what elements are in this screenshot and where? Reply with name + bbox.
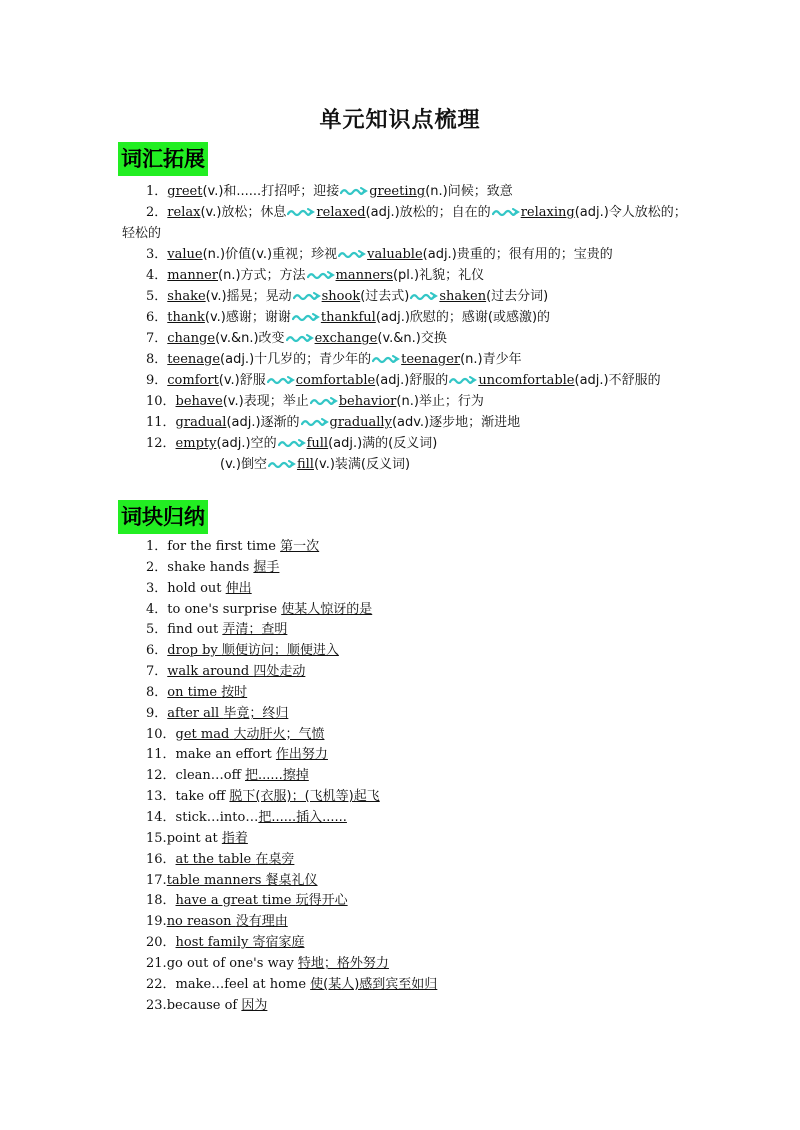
definition: (adj.)十几岁的；青少年的 <box>220 352 372 367</box>
item-number: 21. <box>146 955 167 971</box>
definition: (n.)问候；致意 <box>425 184 513 199</box>
item-number: 3． <box>146 580 168 596</box>
phrase-zh: 弄清；查明 <box>222 622 288 638</box>
phrase-zh: 把......擦掉 <box>245 768 309 784</box>
item-number: 22． <box>146 976 176 992</box>
phrase-zh: 握手 <box>253 559 280 575</box>
derived-word: manners <box>335 268 393 283</box>
word: manner <box>167 268 219 283</box>
word: greet <box>167 184 203 199</box>
phrase-zh: 使(某人)感到宾至如归 <box>310 976 438 992</box>
word: shake <box>167 289 206 304</box>
wave-arrow-icon <box>292 313 320 322</box>
derived-word: fill <box>296 457 314 472</box>
phrase-item <box>146 850 437 871</box>
item-number: 13． <box>146 789 176 805</box>
derived-word: uncomfortable <box>478 373 575 388</box>
phrase-zh: 按时 <box>221 684 248 700</box>
phrase-zh: 在桌旁 <box>255 851 295 867</box>
phrase-en: point at <box>166 830 222 846</box>
wave-arrow-icon <box>278 439 306 448</box>
item-number: 5． <box>146 289 168 304</box>
wave-arrow-icon <box>340 187 368 196</box>
vocab-item <box>122 286 692 307</box>
phrase-en: make an effort <box>175 747 276 763</box>
definition: (adj.)欣慰的；感谢(或感激)的 <box>375 310 551 325</box>
item-number: 9． <box>146 705 168 721</box>
item-number: 12． <box>146 768 176 784</box>
phrase-item <box>146 996 437 1017</box>
item-number: 1． <box>146 539 168 554</box>
definition: (v.)和......打招呼；迎接 <box>202 184 340 199</box>
phrase-list <box>146 537 437 1016</box>
item-number: 20． <box>146 935 176 951</box>
phrase-en: hold out <box>167 580 226 596</box>
definition: (adj.)空的 <box>216 436 277 451</box>
phrase-en: no reason <box>166 914 236 930</box>
phrase-zh: 使某人惊讶的是 <box>281 601 373 617</box>
phrase-item <box>146 954 437 975</box>
vocab-item <box>122 307 692 328</box>
phrase-item <box>146 787 437 808</box>
definition: (v.)倒空 <box>220 457 267 472</box>
item-number: 4． <box>146 601 168 617</box>
derived-word: valuable <box>367 247 423 262</box>
item-number: 11． <box>146 415 176 430</box>
phrase-zh: 顺便访问；顺便进入 <box>221 643 339 659</box>
phrase-zh: 作出努力 <box>275 747 328 763</box>
phrase-item <box>146 725 437 746</box>
phrase-en: have a great time <box>175 893 296 909</box>
phrase-en: stick…into… <box>175 809 259 825</box>
item-number: 7． <box>146 664 168 680</box>
phrase-section-heading: 词块归纳 <box>118 500 208 534</box>
phrase-item <box>146 704 437 725</box>
definition: (pl.)礼貌；礼仪 <box>392 268 485 283</box>
wave-arrow-icon <box>310 397 338 406</box>
definition: (v.)摇晃；晃动 <box>205 289 292 304</box>
phrase-en: host family <box>175 935 253 951</box>
item-number: 12． <box>146 436 176 451</box>
phrase-en: make…feel at home <box>175 976 311 992</box>
item-number: 17. <box>146 872 167 888</box>
definition: (v.&n.)交换 <box>377 331 447 346</box>
item-number: 19. <box>146 914 167 930</box>
derived-word: full <box>306 436 329 451</box>
item-number: 2． <box>146 559 168 575</box>
item-number: 1． <box>146 184 168 199</box>
definition: (n.)方式；方法 <box>218 268 306 283</box>
phrase-zh: 大动肝火；气愤 <box>233 726 325 742</box>
phrase-item <box>146 683 437 704</box>
definition: (n.)举止；行为 <box>396 394 484 409</box>
vocab-item <box>122 202 692 244</box>
derived-word: greeting <box>369 184 426 199</box>
definition: (过去式) <box>360 289 410 304</box>
item-number: 23. <box>146 997 167 1013</box>
phrase-item <box>146 912 437 933</box>
vocab-item <box>122 412 692 433</box>
derived-word: behavior <box>338 394 397 409</box>
derived-word: thankful <box>320 310 376 325</box>
vocab-item <box>122 370 692 391</box>
phrase-en: because of <box>166 997 242 1013</box>
item-number: 11． <box>146 747 176 763</box>
word: thank <box>167 310 205 325</box>
definition: (v.)感谢；谢谢 <box>204 310 291 325</box>
wave-arrow-icon <box>492 208 520 217</box>
phrase-zh: 餐桌礼仪 <box>265 872 318 888</box>
vocab-item <box>122 328 692 349</box>
phrase-zh: 特地；格外努力 <box>297 955 389 971</box>
item-number: 18． <box>146 893 176 909</box>
phrase-en: find out <box>167 622 223 638</box>
phrase-zh: 指着 <box>221 830 248 846</box>
definition: (adj.)逐渐的 <box>226 415 300 430</box>
definition: (n.)青少年 <box>460 352 522 367</box>
item-number: 6． <box>146 643 168 659</box>
wave-arrow-icon <box>410 292 438 301</box>
definition: (adj.)放松的；自在的 <box>365 205 491 220</box>
wave-arrow-icon <box>293 292 321 301</box>
phrase-item <box>146 975 437 996</box>
item-number: 8． <box>146 684 168 700</box>
definition: (v.&n.)改变 <box>215 331 285 346</box>
wave-arrow-icon <box>307 271 335 280</box>
wave-arrow-icon <box>449 376 477 385</box>
phrase-item <box>146 641 437 662</box>
item-number: 10． <box>146 394 176 409</box>
phrase-zh: 毕竟；终归 <box>223 705 289 721</box>
wave-arrow-icon <box>287 208 315 217</box>
phrase-zh: 第一次 <box>280 539 320 554</box>
vocab-item <box>122 391 692 412</box>
phrase-item <box>146 766 437 787</box>
derived-word: teenager <box>401 352 461 367</box>
word: gradual <box>175 415 227 430</box>
word: comfort <box>167 373 219 388</box>
phrase-zh: 把......插入...... <box>258 809 347 825</box>
phrase-en: at the table <box>175 851 256 867</box>
phrase-en: get mad <box>175 726 234 742</box>
phrase-item <box>146 871 437 892</box>
definition: (adj.)不舒服的 <box>574 373 661 388</box>
derived-word: comfortable <box>295 373 376 388</box>
word: relax <box>167 205 201 220</box>
vocab-item <box>122 349 692 370</box>
item-number: 5． <box>146 622 168 638</box>
phrase-en: on time <box>167 684 222 700</box>
definition: (adj.)贵重的；很有用的；宝贵的 <box>422 247 613 262</box>
definition: (v.)舒服 <box>218 373 266 388</box>
vocab-list <box>122 181 692 475</box>
phrase-en: drop by <box>167 643 222 659</box>
vocab-item <box>122 433 692 454</box>
word: empty <box>175 436 217 451</box>
derived-word: exchange <box>314 331 378 346</box>
phrase-zh: 玩得开心 <box>295 893 348 909</box>
phrase-en: clean…off <box>175 768 245 784</box>
phrase-en: walk around <box>167 664 254 680</box>
definition: (v.)装满(反义词) <box>313 457 411 472</box>
item-number: 2． <box>146 205 168 220</box>
derived-word: relaxing <box>520 205 575 220</box>
phrase-item <box>146 745 437 766</box>
phrase-item <box>146 620 437 641</box>
wave-arrow-icon <box>338 250 366 259</box>
item-number: 10． <box>146 726 176 742</box>
definition: (adj.)令人放松的；轻松的 <box>122 205 687 241</box>
phrase-en: after all <box>167 705 224 721</box>
derived-word: shook <box>321 289 361 304</box>
vocab-section-heading: 词汇拓展 <box>118 142 208 176</box>
phrase-zh: 四处走动 <box>253 664 306 680</box>
page-title: 单元知识点梳理 <box>319 108 481 133</box>
item-number: 4． <box>146 268 168 283</box>
phrase-en: take off <box>175 789 230 805</box>
definition: (adv.)逐步地；渐进地 <box>391 415 521 430</box>
phrase-item <box>146 537 437 558</box>
vocab-item <box>122 244 692 265</box>
vocab-item <box>122 454 692 475</box>
phrase-item <box>146 891 437 912</box>
phrase-item <box>146 600 437 621</box>
item-number: 14． <box>146 809 176 825</box>
phrase-item <box>146 829 437 850</box>
wave-arrow-icon <box>286 334 314 343</box>
phrase-item <box>146 662 437 683</box>
phrase-zh: 寄宿家庭 <box>252 935 305 951</box>
wave-arrow-icon <box>267 376 295 385</box>
phrase-item <box>146 558 437 579</box>
phrase-item <box>146 933 437 954</box>
phrase-en: shake hands <box>167 559 254 575</box>
derived-word: shaken <box>439 289 487 304</box>
wave-arrow-icon <box>301 418 329 427</box>
word: change <box>167 331 216 346</box>
phrase-en: table manners <box>166 872 266 888</box>
item-number: 15. <box>146 830 167 846</box>
phrase-en: for the first time <box>167 539 281 554</box>
phrase-zh: 没有理由 <box>235 914 288 930</box>
item-number: 6． <box>146 310 168 325</box>
item-number: 9． <box>146 373 168 388</box>
wave-arrow-icon <box>268 460 296 469</box>
derived-word: gradually <box>329 415 392 430</box>
phrase-zh: 伸出 <box>225 580 252 596</box>
wave-arrow-icon <box>372 355 400 364</box>
definition: (adj.)舒服的 <box>375 373 449 388</box>
item-number: 3． <box>146 247 168 262</box>
definition: (v.)表现；举止 <box>222 394 309 409</box>
definition: (过去分词) <box>486 289 549 304</box>
phrase-zh: 脱下(衣服)；(飞机等)起飞 <box>229 789 380 805</box>
derived-word: relaxed <box>316 205 366 220</box>
word: behave <box>175 394 223 409</box>
item-number: 7． <box>146 331 168 346</box>
definition: (adj.)满的(反义词) <box>328 436 438 451</box>
phrase-item <box>146 579 437 600</box>
definition: (v.)放松；休息 <box>200 205 287 220</box>
item-number: 16． <box>146 851 176 867</box>
phrase-item <box>146 808 437 829</box>
phrase-en: go out of one's way <box>166 955 298 971</box>
vocab-item <box>122 181 692 202</box>
vocab-item <box>122 265 692 286</box>
item-number: 8． <box>146 352 168 367</box>
definition: (n.)价值(v.)重视；珍视 <box>202 247 338 262</box>
phrase-en: to one's surprise <box>167 601 282 617</box>
word: value <box>167 247 203 262</box>
phrase-zh: 因为 <box>241 997 268 1013</box>
word: teenage <box>167 352 221 367</box>
